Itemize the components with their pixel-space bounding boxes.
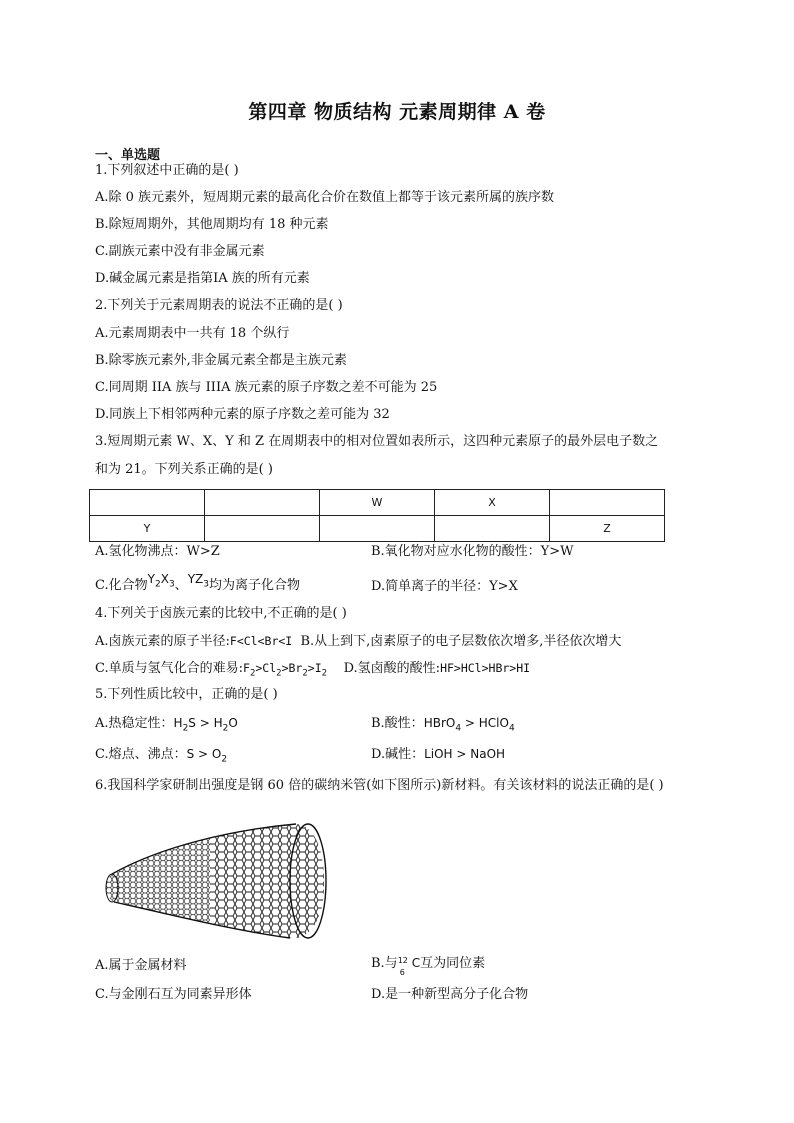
formula-subscript: 2 (302, 668, 308, 679)
table-cell (320, 516, 435, 542)
q5-option-c-text: C.熔点、沸点： (95, 747, 187, 762)
q5-option-d (371, 745, 505, 764)
q4-option-a-value: F<Cl<Br<I (229, 634, 293, 648)
table-row (90, 490, 665, 516)
q1-option-c: C.副族元素中没有非金属元素 (95, 244, 265, 259)
isotope-element: C (411, 956, 421, 970)
formula-subscript: 3 (203, 579, 209, 590)
q4-option-a: A.卤族元素的原子半径: (95, 634, 230, 649)
table-cell (90, 490, 205, 516)
q6-option-b-suffix: 互为同位素 (420, 956, 486, 971)
table-cell: Y (90, 516, 205, 542)
table-cell: X (435, 490, 550, 516)
formula-part: Y (147, 572, 155, 586)
q2-option-b: B.除零族元素外,非金属元素全都是主族元素 (95, 353, 347, 368)
q5-option-d-text: D.碱性： (371, 747, 425, 762)
formula-subscript: 2 (182, 723, 189, 734)
periodic-position-table (89, 489, 665, 542)
q5-option-a (95, 714, 238, 737)
table-cell: W (320, 490, 435, 516)
formula-subscript: 2 (222, 723, 229, 734)
q6-option-b-text: B.与 (371, 956, 398, 971)
q5-option-b (371, 714, 515, 737)
q5-option-a-text: A.热稳定性： (95, 716, 174, 731)
formula-subscript: 2 (221, 754, 228, 765)
q6-option-b (371, 954, 486, 977)
table-cell (550, 490, 665, 516)
q1-option-a: A.除 0 族元素外，短周期元素的最高化合价在数值上都等于该元素所属的族序数 (95, 190, 555, 205)
formula-part: O (228, 716, 238, 730)
q2-option-d: D.同族上下相邻两种元素的原子序数之差可能为 32 (95, 407, 390, 422)
q3-option-d: D.简单离子的半径：Y>X (371, 579, 518, 594)
q1-option-b: B.除短周期外，其他周期均有 18 种元素 (95, 217, 329, 232)
isotope-atomic-number: 6 (399, 967, 405, 977)
separator: 、 (174, 578, 188, 593)
formula-part: >I (307, 661, 322, 675)
isotope-symbol (397, 955, 412, 977)
table-row (90, 516, 665, 542)
q4-option-d-value: HF>HCl>HBr>HI (440, 661, 531, 675)
formula-part: > HClO (461, 716, 509, 730)
q2-option-a: A.元素周期表中一共有 18 个纵行 (95, 326, 290, 341)
formula-part: HBrO (423, 716, 456, 730)
q3-option-a: A.氢化物沸点：W>Z (95, 544, 220, 559)
formula-subscript: 2 (276, 668, 282, 679)
formula-part: X (160, 572, 169, 586)
q5-option-c-formula (186, 747, 228, 765)
formula-subscript: 2 (154, 579, 161, 590)
q3-option-c-suffix: 均为离子化合物 (208, 578, 300, 593)
formula-part: YZ (187, 572, 204, 586)
q3-stem-line1: 3.短周期元素 W、X、Y 和 Z 在周期表中的相对位置如表所示，这四种元素原子的最外层电子数之 (95, 434, 659, 449)
q1-stem: 1.下列叙述中正确的是( ) (95, 163, 239, 178)
formula-subscript: 4 (455, 723, 462, 734)
isotope-mass-number: 12 (397, 955, 408, 965)
q5-option-d-formula: LiOH > NaOH (424, 747, 506, 761)
q6-option-d: D.是一种新型高分子化合物 (371, 987, 529, 1002)
q4-option-c: C.单质与氢气化合的难易: (95, 661, 243, 676)
q6-stem: 6.我国科学家研制出强度是钢 60 倍的碳纳米管(如下图所示)新材料。有关该材料的说法正确的是( ) (95, 778, 664, 793)
page-title: 第四章 物质结构 元素周期律 A 卷 (248, 101, 546, 123)
q3-option-b: B.氧化物对应水化物的酸性：Y>W (371, 544, 574, 559)
q5-option-b-formula (423, 716, 515, 734)
q3-option-c (95, 572, 300, 599)
formula-part: S > O (186, 747, 222, 761)
formula-part: >Cl (255, 661, 277, 675)
q6-option-a: A.属于金属材料 (95, 958, 187, 973)
q6-option-c: C.与金刚石互为同素异形体 (95, 987, 252, 1002)
formula-subscript: 2 (321, 668, 328, 679)
q5-option-b-text: B.酸性： (371, 716, 424, 731)
formula-y2x3 (147, 572, 175, 590)
q4-option-a-b (95, 632, 621, 651)
q4-option-c-d (95, 659, 530, 682)
formula-subscript: 3 (168, 579, 175, 590)
formula-yz3 (187, 572, 209, 590)
q2-stem: 2.下列关于元素周期表的说法不正确的是( ) (95, 298, 343, 313)
q2-option-c: C.同周期 IIA 族与 IIIA 族元素的原子序数之差不可能为 25 (95, 380, 438, 395)
q1-option-d: D.碱金属元素是指第ⅠA 族的所有元素 (95, 271, 310, 286)
q4-option-b: B.从上到下,卤素原子的电子层数依次增多,半径依次增大 (300, 634, 622, 649)
carbon-nanotube-image (100, 812, 330, 947)
table-cell (205, 490, 320, 516)
formula-subscript: 4 (508, 723, 515, 734)
formula-subscript: 2 (249, 668, 256, 679)
formula-part: F (243, 661, 250, 675)
table-cell (205, 516, 320, 542)
section-heading: 一、单选题 (95, 148, 161, 163)
q3-option-c-text: C.化合物 (95, 578, 148, 593)
q5-option-c (95, 745, 227, 768)
formula-part: >Br (281, 661, 303, 675)
formula-part: H (173, 716, 183, 730)
formula-part: S > H (188, 716, 223, 730)
q5-option-a-formula (173, 716, 238, 734)
q4-stem: 4.下列关于卤族元素的比较中,不正确的是( ) (95, 606, 347, 621)
q5-stem: 5.下列性质比较中，正确的是( ) (95, 687, 278, 702)
q3-stem-line2: 和为 21。下列关系正确的是( ) (95, 462, 273, 477)
q4-option-d: D.氢卤酸的酸性: (343, 661, 441, 676)
table-cell: Z (550, 516, 665, 542)
table-cell (435, 516, 550, 542)
q4-option-c-value (243, 661, 328, 679)
